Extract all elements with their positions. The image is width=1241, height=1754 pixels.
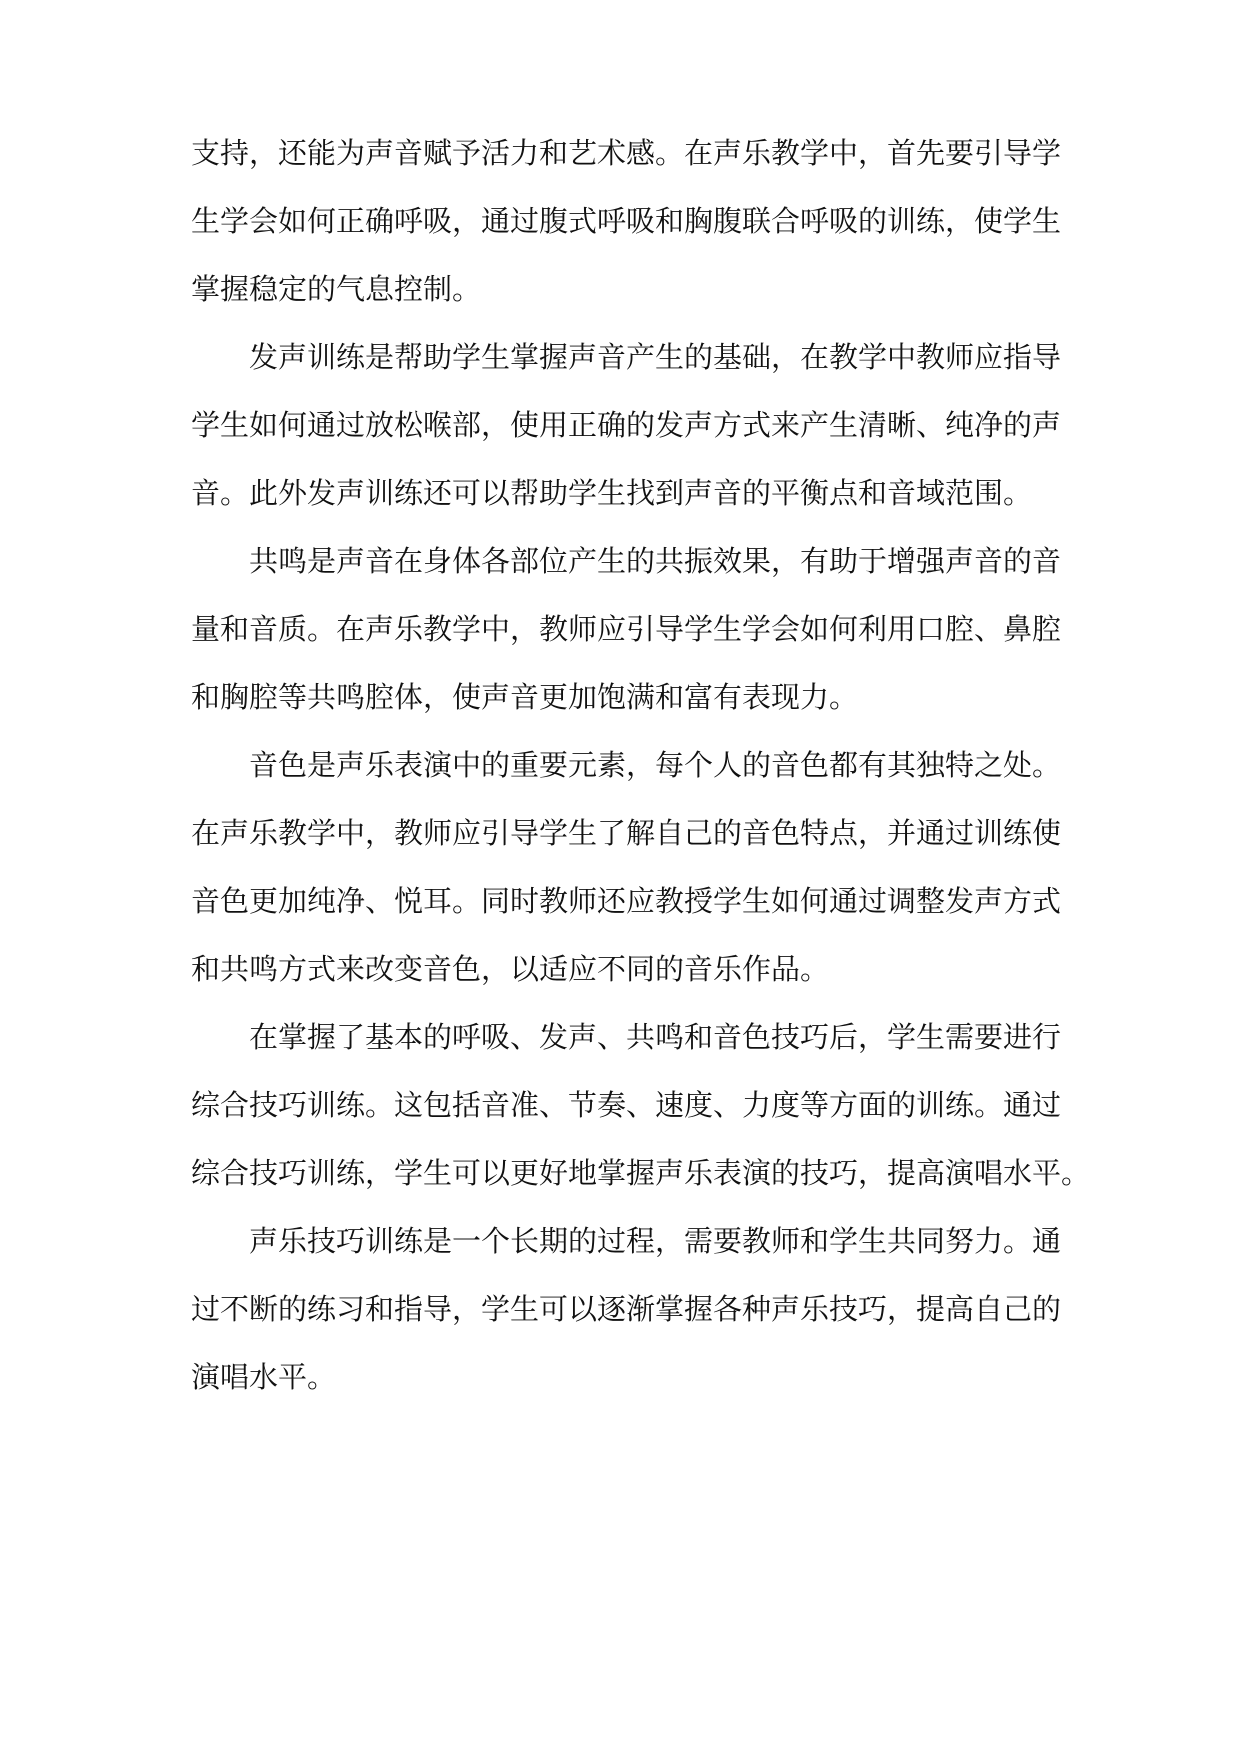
paragraph-first-line: 共鸣是声音在身体各部位产生的共振效果，有助于增强声音的音 (249, 544, 1062, 578)
paragraph-first-line: 发声训练是帮助学生掌握声音产生的基础，在教学中教师应指导 (249, 340, 1062, 374)
text-line: 和胸腔等共鸣腔体，使声音更加饱满和富有表现力。 (191, 680, 859, 714)
text-line: 综合技巧训练，学生可以更好地掌握声乐表演的技巧，提高演唱水平。 (191, 1156, 1091, 1190)
text-line: 音。此外发声训练还可以帮助学生找到声音的平衡点和音域范围。 (191, 476, 1033, 510)
text-line: 量和音质。在声乐教学中，教师应引导学生学会如何利用口腔、鼻腔 (191, 612, 1062, 646)
text-line: 综合技巧训练。这包括音准、节奏、速度、力度等方面的训练。通过 (191, 1088, 1062, 1122)
text-line: 掌握稳定的气息控制。 (191, 272, 482, 306)
text-line: 生学会如何正确呼吸，通过腹式呼吸和胸腹联合呼吸的训练，使学生 (191, 204, 1062, 238)
text-line: 音色更加纯净、悦耳。同时教师还应教授学生如何通过调整发声方式 (191, 884, 1062, 918)
paragraph-first-line: 在掌握了基本的呼吸、发声、共鸣和音色技巧后，学生需要进行 (249, 1020, 1062, 1054)
text-line: 在声乐教学中，教师应引导学生了解自己的音色特点，并通过训练使 (191, 816, 1062, 850)
paragraph-first-line: 音色是声乐表演中的重要元素，每个人的音色都有其独特之处。 (249, 748, 1062, 782)
text-line: 支持，还能为声音赋予活力和艺术感。在声乐教学中，首先要引导学 (191, 136, 1062, 170)
paragraph-first-line: 声乐技巧训练是一个长期的过程，需要教师和学生共同努力。通 (249, 1224, 1062, 1258)
text-line: 演唱水平。 (191, 1360, 337, 1394)
text-line: 学生如何通过放松喉部，使用正确的发声方式来产生清晰、纯净的声 (191, 408, 1062, 442)
text-line: 和共鸣方式来改变音色，以适应不同的音乐作品。 (191, 952, 830, 986)
text-line: 过不断的练习和指导，学生可以逐渐掌握各种声乐技巧，提高自己的 (191, 1292, 1062, 1326)
